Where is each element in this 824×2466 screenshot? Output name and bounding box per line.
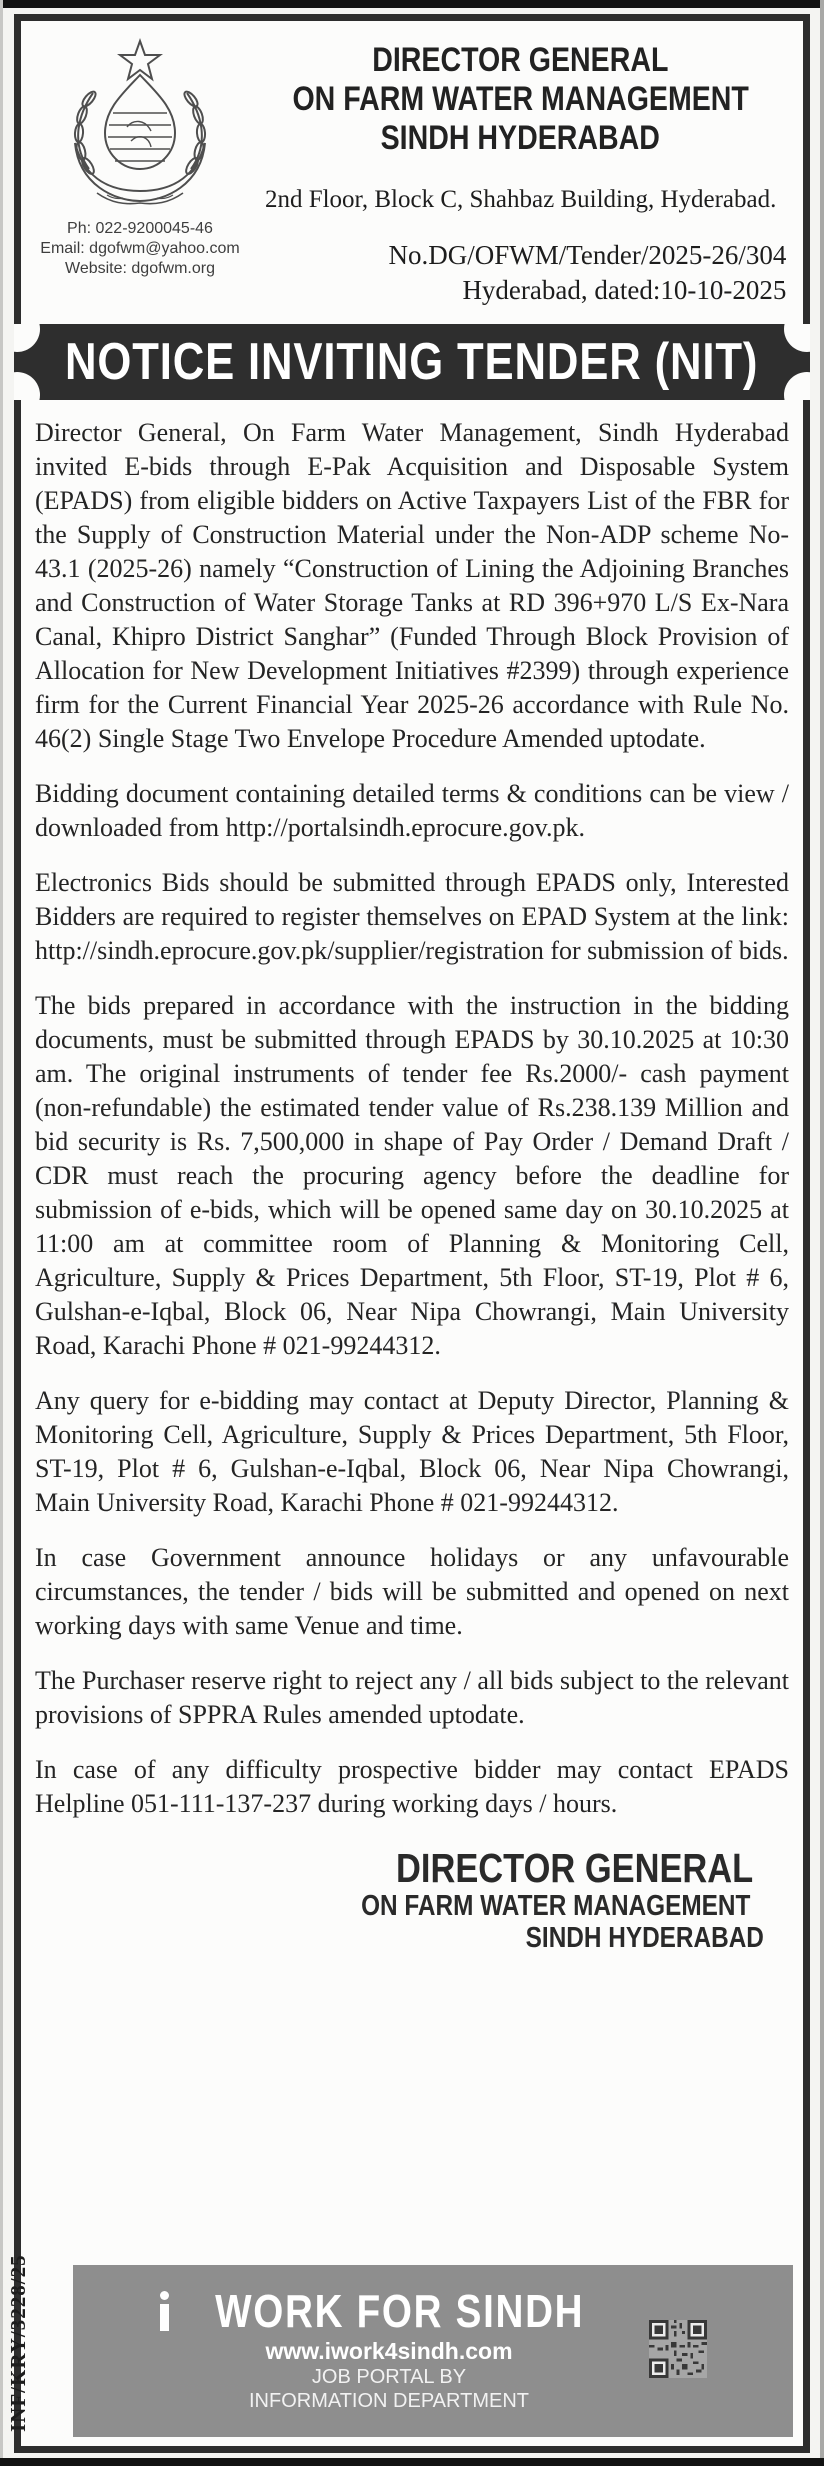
left-column-rule	[0, 0, 3, 2466]
footer-area	[6, 2254, 803, 2446]
org-title-line-3: SINDH HYDERABAD	[381, 119, 661, 157]
brand-block	[159, 2285, 619, 2413]
paragraph-rejection: The Purchaser reserve right to reject any / all bids subject to the relevant provisions of SPPRA Rules amended uptodate.	[35, 1666, 789, 1729]
signature-line-1: DIRECTOR GENERAL	[395, 1845, 753, 1891]
title-column	[249, 33, 792, 308]
tender-ref-no: No.DG/OFWM/Tender/2025-26/304	[388, 240, 787, 270]
banner-notch	[14, 324, 40, 352]
org-title-line-1: DIRECTOR GENERAL	[372, 41, 669, 79]
banner-notch	[784, 372, 810, 400]
notice-dateline: Hyderabad, dated:10-10-2025	[462, 275, 787, 305]
org-phone: Ph: 022-9200045-46	[67, 220, 213, 237]
top-column-rule	[0, 0, 824, 8]
paragraph-holidays: In case Government announce holidays or any unfavourable circumstances, the tender / bids will be submitted and opened on next working days with same Venue and time.	[35, 1543, 789, 1640]
signature-line-2: ON FARM WATER MANAGEMENT	[360, 1890, 750, 1922]
qr-code-icon	[649, 2320, 707, 2383]
logo-column	[31, 33, 249, 308]
org-address: 2nd Floor, Block C, Shahbaz Building, Hyderabad.	[264, 186, 777, 213]
notice-header	[21, 21, 803, 308]
notice-body	[21, 416, 803, 1842]
paragraph-submission: The bids prepared in accordance with the instruction in the bidding documents, must be submitted through EPADS by 30.10.2025 at 10:30 am. The original instruments of tender fee Rs.2000/- cash payment (non-refundable) the estimated tender value of Rs.238.139 Million and bid security is Rs. 7,500,000 in shape of Pay Order / Demand Draft / CDR must reach the procuring agency before the deadline for submission of e-bids, which will be opened same day on 30.10.2025 at 11:00 am at committee room of Planning & Monitoring Cell, Agriculture, Supply & Prices Department, 5th Floor, ST-19, Plot # 6, Gulshan-e-Iqbal, Block 06, Near Nipa Chowrangi, Main University Road, Karachi Phone # 021-99244312.	[35, 991, 789, 1360]
bottom-column-rule	[0, 2458, 824, 2466]
right-column-rule	[820, 0, 824, 2466]
org-email: Email: dgofwm@yahoo.com	[40, 240, 240, 257]
org-website: Website: dgofwm.org	[65, 260, 215, 277]
banner-notch	[784, 324, 810, 352]
paragraph-queries: Any query for e-bidding may contact at Deputy Director, Planning & Monitoring Cell, Agriculture, Supply & Prices Department, 5th Floor, ST-19, Plot # 6, Gulshan-e-Iqbal, Block 06, Near Nipa Chowrangi, Main University Road, Karachi Phone # 021-99244312.	[35, 1386, 789, 1517]
sindh-government-emblem-icon	[31, 35, 249, 213]
banner-notch	[14, 372, 40, 400]
brand-name: WORK FOR SINDH	[214, 2285, 585, 2337]
org-title-line-2: ON FARM WATER MANAGEMENT	[292, 80, 749, 118]
tender-notice-box	[6, 14, 810, 2453]
brand-website: www.iwork4sindh.com	[265, 2338, 513, 2364]
paragraph-registration: Electronics Bids should be submitted through EPADS only, Interested Bidders are required to register themselves on EPAD System at the link: http://sindh.eprocure.gov.pk/supplier/registration for submission of bids.	[35, 868, 789, 965]
nit-banner	[14, 324, 810, 400]
signature-line-3: SINDH HYDERABAD	[526, 1922, 765, 1954]
paragraph-bidding-docs: Bidding document containing detailed terms & conditions can be view / downloaded from http://portalsindh.eprocure.gov.pk.	[35, 779, 789, 842]
signature-block	[21, 1846, 803, 1954]
notice-title: NOTICE INVITING TENDER (NIT)	[65, 333, 759, 391]
brand-tagline-2: INFORMATION DEPARTMENT	[248, 2390, 529, 2412]
work-for-sindh-banner	[73, 2265, 793, 2437]
brand-tagline-1: JOB PORTAL BY	[311, 2366, 467, 2388]
paragraph-scope: Director General, On Farm Water Management, Sindh Hyderabad invited E-bids through E-Pak Acquisition and Disposable System (EPADS) from eligible bidders on Active Taxpayers List of the FBR for the Supply of Construction Material under the Non-ADP scheme No-43.1 (2025-26) namely “Construction of Lining the Adjoining Branches and Construction of Water Storage Tanks at RD 396+970 L/S Ex-Nara Canal, Khipro District Sanghar” (Funded Through Block Provision of Allocation for New Development Initiatives #2399) through experience firm for the Current Financial Year 2025-26 accordance with Rule No. 46(2) Single Stage Two Envelope Procedure Amended uptodate.	[35, 418, 789, 753]
advert-filing-number: INF/KRY/3228/25	[6, 2254, 30, 2432]
i-person-icon	[159, 2291, 170, 2333]
paragraph-helpline: In case of any difficulty prospective bidder may contact EPADS Helpline 051-111-137-237 during working days / hours.	[35, 1755, 789, 1818]
